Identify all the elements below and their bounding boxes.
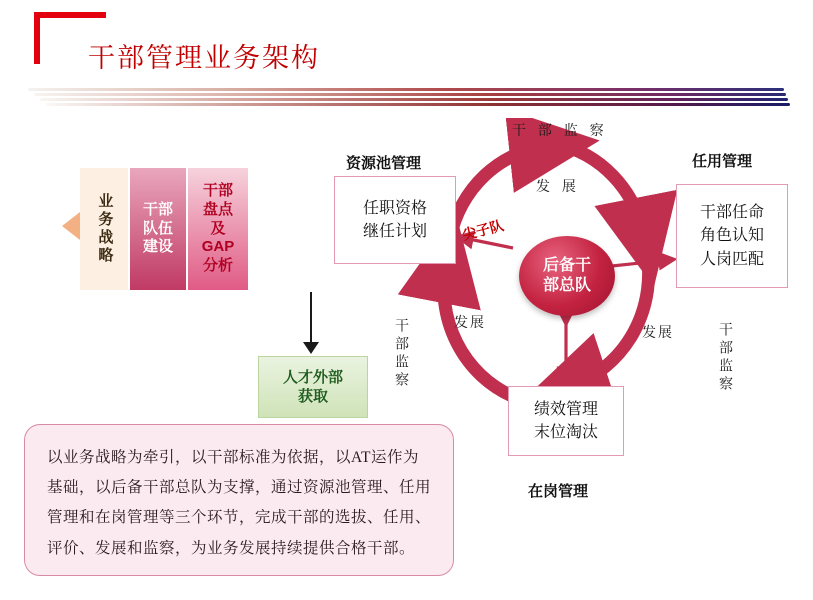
talent-acquisition-box	[258, 356, 368, 418]
core-circle-line-2: 部总队	[542, 277, 591, 294]
chain-box-gap-analysis-line-3: 及	[210, 219, 226, 237]
node-title-resource-pool: 资源池管理	[346, 155, 422, 172]
node-box-resource-pool	[334, 176, 456, 264]
chain-box-cadre-team-line-1: 干部	[142, 200, 173, 218]
node-appointment-line-1: 干部任命	[699, 204, 764, 222]
label-elite-team: 尖子队	[460, 217, 506, 243]
node-box-on-job	[508, 386, 624, 456]
summary-text-box: 以业务战略为牵引，以干部标准为依据，以AT运作为基础，以后备干部总队为支撑，通过资源池管理、任用管理和在岗管理等三个环节，完成干部的选拔、任用、评价、发展和监察，为业务发展持续提供合格干部。	[24, 424, 454, 576]
node-on-job-line-2: 末位淘汰	[533, 424, 598, 441]
header-rule-line-2	[34, 93, 786, 96]
chain-box-gap-analysis-line-1: 干部	[202, 182, 233, 200]
label-develop-left: 发展	[454, 314, 486, 330]
header-rule-group	[28, 88, 788, 110]
chain-box-cadre-team-line-2: 队伍	[142, 219, 173, 237]
chain-box-gap-analysis	[188, 168, 248, 290]
talent-acquisition-lines	[283, 368, 343, 407]
chain-box-gap-analysis-line-5: 分析	[202, 257, 233, 275]
chain-box-strategy	[80, 168, 128, 290]
talent-acquisition-line-1: 人才外部	[282, 368, 343, 386]
header-rule-line-3	[40, 98, 788, 101]
node-box-appointment	[676, 184, 788, 288]
chain-box-gap-analysis-line-4: GAP	[201, 238, 235, 256]
node-appointment-lines	[700, 201, 764, 271]
chain-box-strategy-label: 业务战略	[96, 193, 114, 265]
core-circle-lines	[543, 256, 591, 296]
node-title-appointment: 任用管理	[692, 153, 753, 170]
label-develop-top: 发 展	[536, 178, 580, 194]
node-appointment-line-2: 角色认知	[699, 227, 764, 245]
header-rule-line-1	[28, 88, 784, 91]
node-resource-pool-lines	[363, 197, 427, 243]
talent-acquisition-line-2: 获取	[297, 388, 328, 405]
node-resource-pool-line-2: 继任计划	[362, 223, 427, 240]
header-rule-line-4	[46, 103, 790, 106]
core-reserve-cadre-circle	[519, 236, 615, 316]
core-circle-line-1: 后备干	[542, 257, 591, 274]
chain-box-cadre-team-lines	[130, 201, 186, 257]
label-supervise-left: 干部监察	[394, 318, 410, 390]
node-title-on-job: 在岗管理	[528, 483, 589, 500]
label-develop-right: 发展	[642, 324, 674, 340]
down-arrow-line	[310, 292, 312, 344]
node-appointment-line-3: 人岗匹配	[699, 250, 764, 268]
page-title: 干部管理业务架构	[88, 43, 320, 73]
label-supervise-right: 干部监察	[718, 322, 734, 394]
label-supervise-top: 干 部 监 察	[512, 122, 608, 138]
down-arrow-head-icon	[303, 342, 319, 354]
node-on-job-line-1: 绩效管理	[533, 400, 598, 418]
chain-box-gap-analysis-line-2: 盘点	[202, 200, 233, 218]
chain-box-gap-analysis-lines	[188, 182, 248, 276]
node-on-job-lines	[534, 398, 598, 444]
node-resource-pool-line-1: 任职资格	[362, 199, 427, 217]
chain-box-cadre-team	[130, 168, 186, 290]
chain-box-cadre-team-line-3: 建设	[142, 238, 173, 256]
